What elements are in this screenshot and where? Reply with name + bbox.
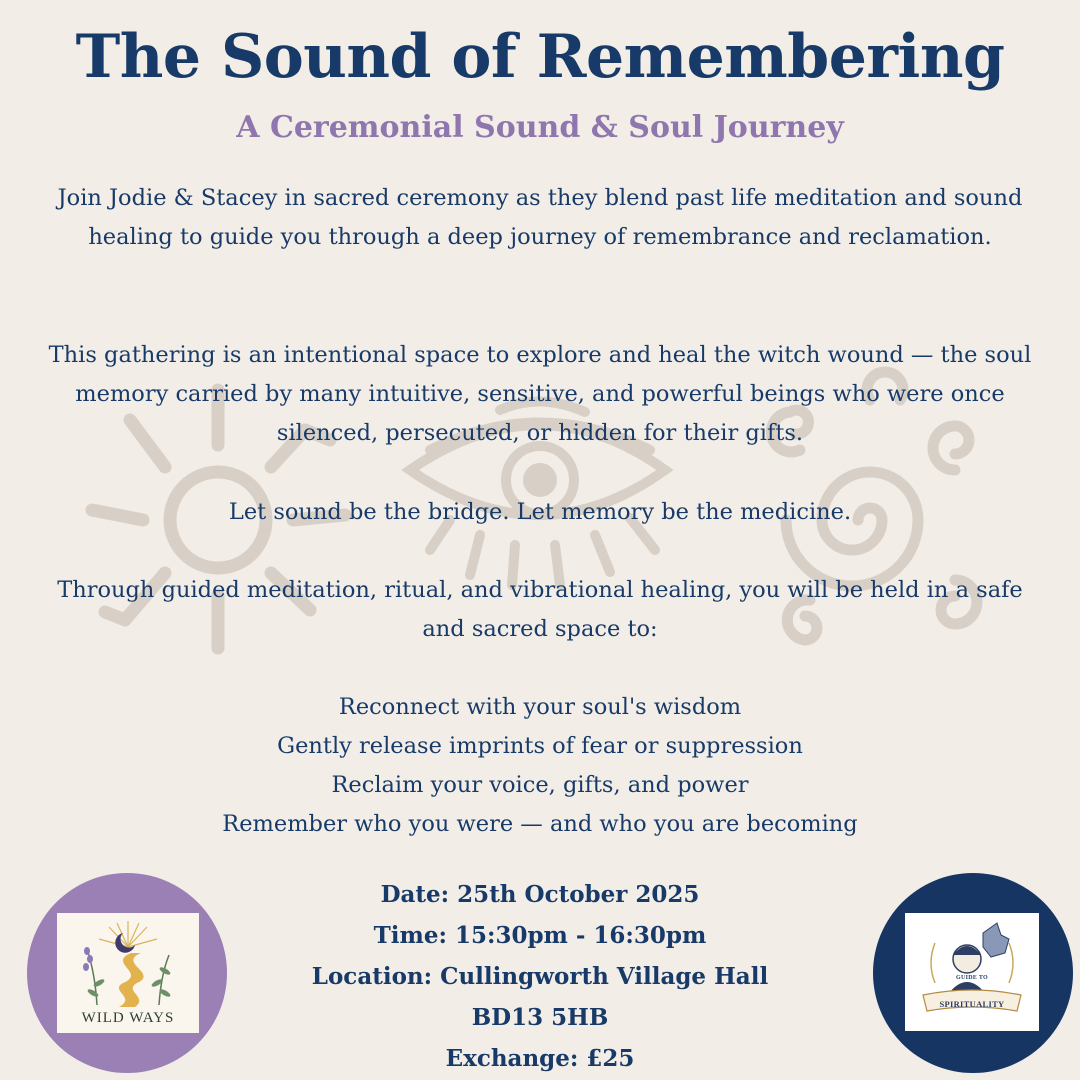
event-time: Time: 15:30pm - 16:30pm	[373, 922, 707, 949]
event-location: Location: Cullingworth Village Hall	[311, 963, 769, 990]
intro-paragraph: Join Jodie & Stacey in sacred ceremony as they blend past life meditation and sound healing to guide you through a deep journey of remembrance and reclamation.	[57, 185, 1023, 250]
wild-ways-text: WILD WAYS	[81, 1010, 175, 1026]
event-postcode: BD13 5HB	[471, 1004, 609, 1031]
spirituality-text: SPIRITUALITY	[939, 999, 1005, 1009]
list-item: Reclaim your voice, gifts, and power	[331, 772, 749, 798]
spirituality-emblem-icon	[905, 913, 1039, 1031]
spirituality-card	[905, 913, 1039, 1031]
list-item: Reconnect with your soul's wisdom	[338, 694, 742, 720]
event-subtitle: A Ceremonial Sound & Soul Journey	[236, 110, 844, 145]
wild-ways-card	[57, 913, 199, 1033]
list-item: Remember who you were — and who you are becoming	[222, 811, 858, 837]
guide-to-spirituality-logo	[873, 873, 1073, 1073]
event-date: Date: 25th October 2025	[380, 881, 700, 908]
event-title: The Sound of Remembering	[75, 22, 1005, 92]
wild-ways-emblem-icon	[57, 913, 199, 1011]
list-item: Gently release imprints of fear or suppression	[277, 733, 803, 759]
offering-paragraph: Through guided meditation, ritual, and vibrational healing, you will be held in a safe and sacred space to:	[57, 577, 1023, 642]
wild-ways-logo	[27, 873, 227, 1073]
event-price: Exchange: £25	[445, 1045, 635, 1072]
guide-to-text: GUIDE TO	[955, 975, 989, 981]
gathering-paragraph: This gathering is an intentional space to explore and heal the witch wound — the soul memory carried by many intuitive, sensitive, and powerful beings who were once silenced, persecuted, or hidden for their gifts.	[48, 342, 1032, 446]
tagline: Let sound be the bridge. Let memory be the medicine.	[228, 499, 852, 525]
intentions-list	[0, 688, 1080, 844]
